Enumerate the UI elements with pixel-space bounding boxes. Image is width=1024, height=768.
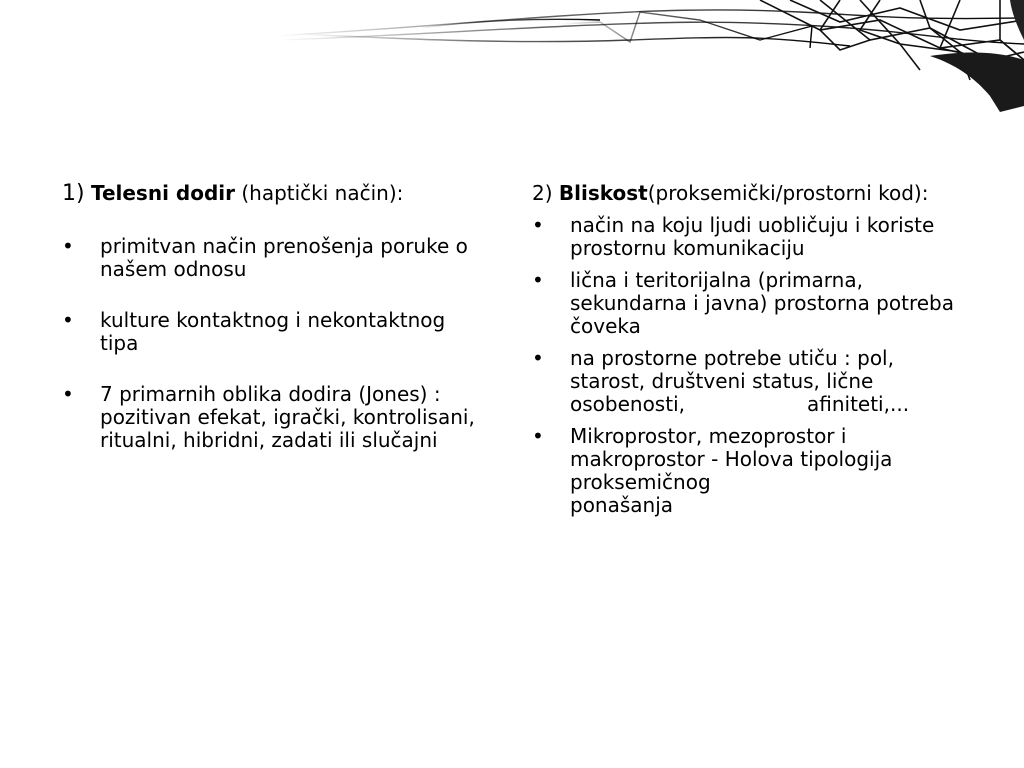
left-heading-bold: Telesni dodir xyxy=(90,181,235,205)
list-item-text-tail: ponašanja xyxy=(570,493,674,517)
list-item-text: na prostorne potrebe utiču : pol, starost, društveni status, lične osobenosti, xyxy=(570,346,894,416)
left-heading xyxy=(62,182,482,205)
left-bullet-list xyxy=(62,235,482,452)
list-item: • kulture kontaktnog i nekontaktnog tipa xyxy=(62,309,482,355)
right-heading xyxy=(532,182,972,205)
right-heading-rest: (proksemički/prostorni kod): xyxy=(647,181,929,205)
right-column xyxy=(532,182,972,517)
list-item xyxy=(532,347,972,416)
list-item-text-tail: afiniteti,... xyxy=(806,392,910,416)
left-column xyxy=(62,182,482,452)
list-item: • 7 primarnih oblika dodira (Jones) : pozitivan efekat, igrački, kontrolisani, ritualni, hibridni, zadati ili slučajni xyxy=(62,383,482,452)
list-item xyxy=(532,425,972,517)
left-heading-number: 1) xyxy=(62,181,85,206)
left-heading-rest: (haptički način): xyxy=(234,181,404,205)
list-item: • način na koju ljudi uobličuju i koriste prostornu komunikaciju xyxy=(532,214,972,260)
list-item: • primitvan način prenošenja poruke o našem odnosu xyxy=(62,235,482,281)
list-item: • lična i teritorijalna (primarna, sekundarna i javna) prostorna potreba čoveka xyxy=(532,269,972,338)
right-heading-bold: Bliskost xyxy=(558,181,648,205)
right-heading-number: 2) xyxy=(532,181,553,205)
decorative-header-graphic xyxy=(0,0,1024,120)
list-item-text: Mikroprostor, mezoprostor i makroprostor - Holova tipologija proksemičnog xyxy=(570,424,893,494)
right-bullet-list xyxy=(532,214,972,517)
